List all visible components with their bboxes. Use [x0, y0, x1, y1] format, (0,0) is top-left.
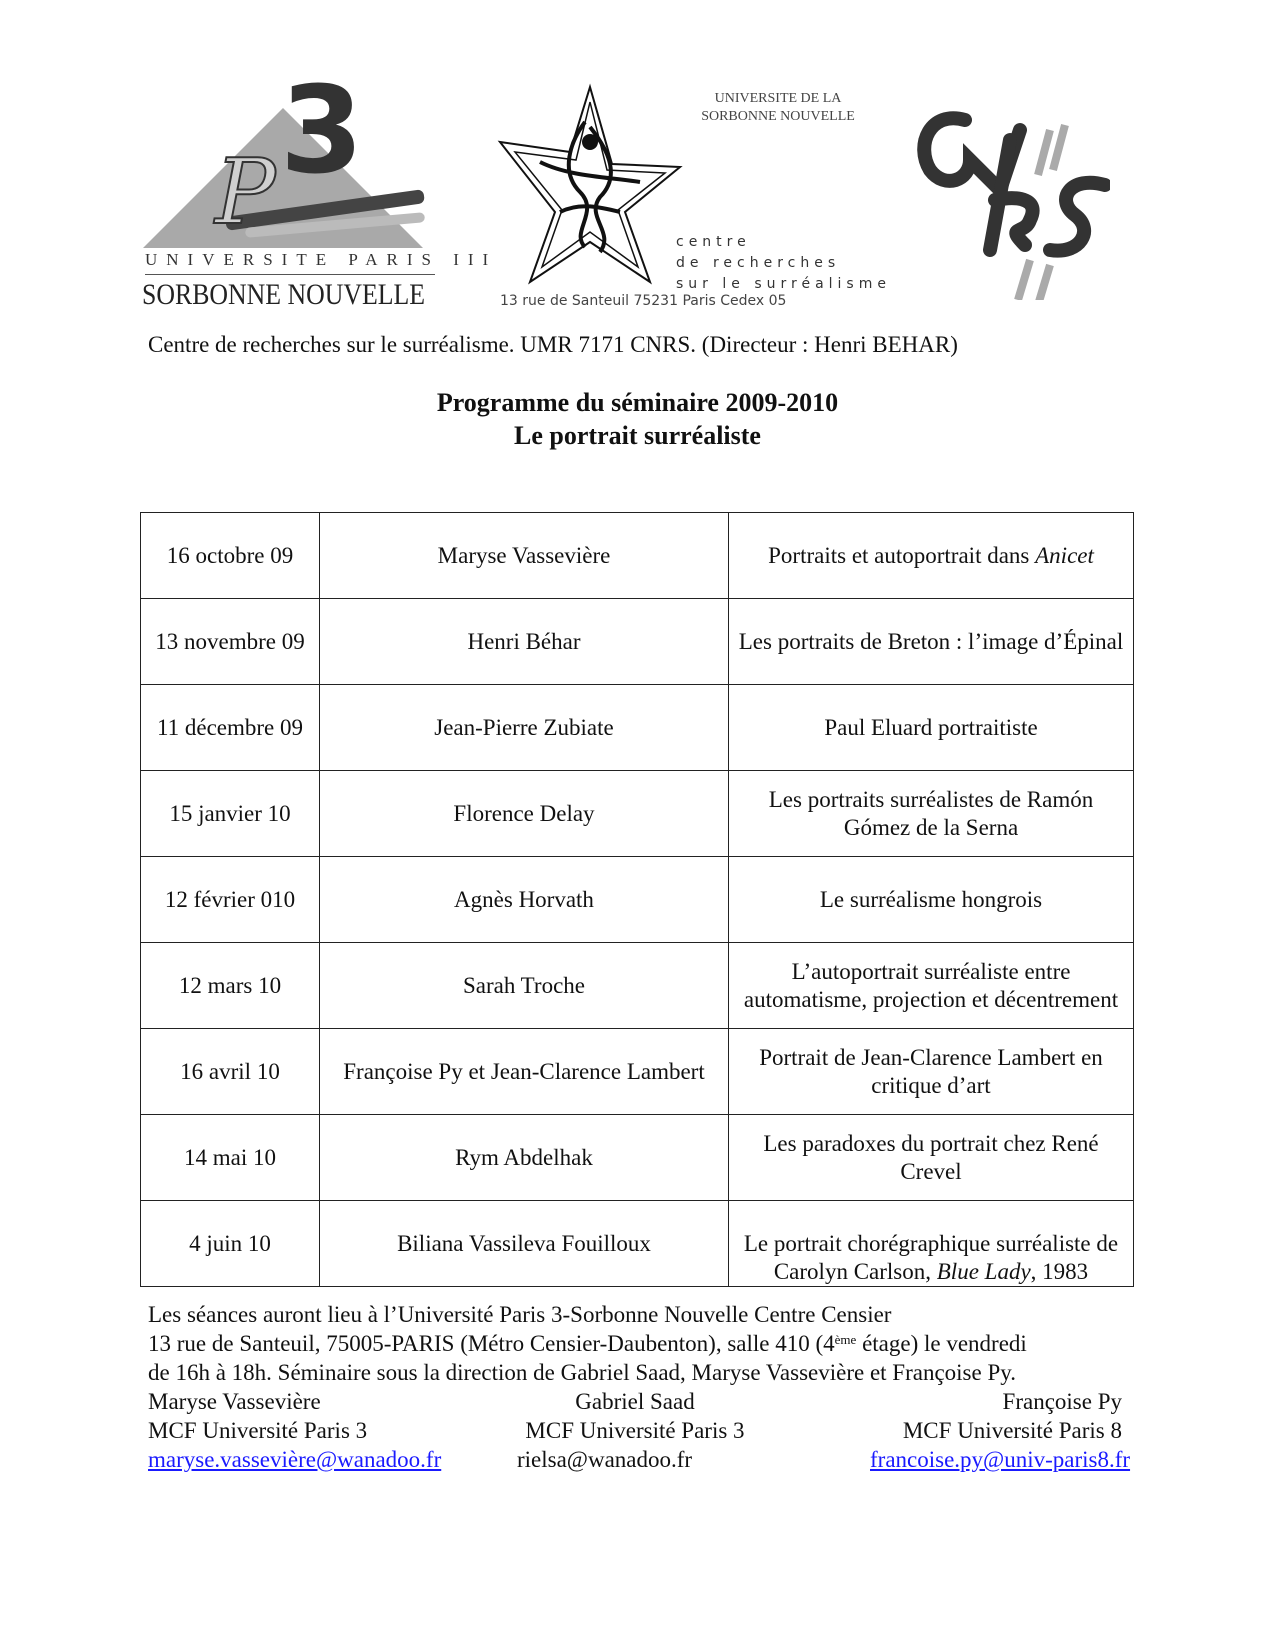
- topic-italic: Blue Lady: [936, 1259, 1031, 1284]
- university-line1: UNIVERSITE DE LA: [714, 91, 842, 106]
- table-row: [141, 857, 1134, 943]
- table-row: [141, 685, 1134, 771]
- topic-text: Paul Eluard portraitiste: [824, 714, 1038, 740]
- session-topic: [729, 1115, 1134, 1201]
- session-date: 12 mars 10: [141, 943, 320, 1029]
- session-date: 4 juin 10: [141, 1201, 320, 1287]
- session-date: 14 mai 10: [141, 1115, 320, 1201]
- session-speaker: Agnès Horvath: [320, 857, 729, 943]
- topic-after: , 1983: [1030, 1259, 1089, 1284]
- session-topic: [729, 513, 1134, 599]
- session-date: 16 octobre 09: [141, 513, 320, 599]
- paris3-logo-line2: SORBONNE NOUVELLE: [142, 278, 426, 311]
- paris3-logo-line1: UNIVERSITE PARIS III: [145, 250, 435, 275]
- table-row: [141, 1115, 1134, 1201]
- topic-text: Les paradoxes du portrait chez René Crevel: [763, 1130, 1099, 1184]
- session-date: 15 janvier 10: [141, 771, 320, 857]
- session-speaker: Maryse Vassevière: [320, 513, 729, 599]
- topic-text: L’autoportrait surréaliste entre automatisme, projection et décentrement: [743, 958, 1119, 1012]
- venue-line: Les séances auront lieu à l’Université Paris 3-Sorbonne Nouvelle Centre Censier: [148, 1302, 892, 1327]
- contact-email-link[interactable]: maryse.vassevière@wanadoo.fr: [148, 1447, 442, 1472]
- page-subtitle: Le portrait surréaliste: [514, 421, 761, 450]
- session-topic: [729, 1201, 1134, 1287]
- centre-logo-university: [678, 90, 878, 126]
- table-row: [141, 1029, 1134, 1115]
- research-centre-subheading: Centre de recherches sur le surréalisme. UMR 7171 CNRS. (Directeur : Henri BEHAR): [148, 332, 958, 357]
- session-date: 12 février 010: [141, 857, 320, 943]
- session-speaker: Françoise Py et Jean-Clarence Lambert: [320, 1029, 729, 1115]
- table-row: [141, 771, 1134, 857]
- surrealism-star-icon: [490, 82, 690, 292]
- table-row: [141, 513, 1134, 599]
- contact-py: [870, 1387, 1131, 1474]
- cnrs-logo-icon: [910, 100, 1110, 300]
- topic-text: Portraits et autoportrait dans: [768, 542, 1036, 568]
- university-line2: SORBONNE NOUVELLE: [701, 109, 855, 124]
- contact-name: Françoise Py: [1002, 1389, 1122, 1414]
- contact-role: MCF Université Paris 3: [525, 1418, 745, 1443]
- schedule-line: de 16h à 18h. Séminaire sous la direction de Gabriel Saad, Maryse Vassevière et Françoise Py.: [148, 1360, 1017, 1385]
- paris3-logo: [135, 62, 498, 311]
- seminar-programme-table: [140, 512, 1134, 1287]
- topic-text: Les portraits de Breton : l’image d’Épinal: [738, 628, 1124, 654]
- topic-text: Le surréalisme hongrois: [819, 886, 1043, 912]
- session-date: 13 novembre 09: [141, 599, 320, 685]
- session-speaker: Jean-Pierre Zubiate: [320, 685, 729, 771]
- contact-role: MCF Université Paris 3: [148, 1418, 368, 1443]
- contact-name: Gabriel Saad: [575, 1389, 695, 1414]
- topic-text: Portrait de Jean-Clarence Lambert en critique d’art: [759, 1044, 1103, 1098]
- topic-italic: Anicet: [1035, 542, 1094, 568]
- session-topic: [729, 685, 1134, 771]
- contact-saad: [515, 1387, 755, 1474]
- session-speaker: Rym Abdelhak: [320, 1115, 729, 1201]
- table-row: [141, 599, 1134, 685]
- session-topic: [729, 599, 1134, 685]
- address-line: [148, 1329, 1027, 1358]
- table-row: [141, 943, 1134, 1029]
- session-topic: [729, 1029, 1134, 1115]
- topic-text: Le portrait chorégraphique surréaliste de Carolyn Carlson,: [743, 1231, 1119, 1284]
- session-topic: [729, 943, 1134, 1029]
- centre-name-line2: de recherches: [676, 255, 841, 271]
- centre-name-line1: centre: [676, 234, 751, 250]
- centre-name-line3: sur le surréalisme: [676, 276, 891, 292]
- table-row: [141, 1201, 1134, 1287]
- session-topic: [729, 771, 1134, 857]
- session-speaker: Florence Delay: [320, 771, 729, 857]
- page-title: Programme du séminaire 2009-2010: [436, 388, 839, 417]
- session-speaker: Sarah Troche: [320, 943, 729, 1029]
- numeral-three: 3: [280, 62, 364, 201]
- floor-superscript: ème: [834, 1332, 857, 1347]
- session-date: 11 décembre 09: [141, 685, 320, 771]
- contact-vasseviere: [148, 1387, 441, 1474]
- contact-name: Maryse Vassevière: [148, 1389, 321, 1414]
- address-text-after: étage) le vendredi: [856, 1331, 1027, 1356]
- contact-role: MCF Université Paris 8: [902, 1418, 1122, 1443]
- p-glyph: P: [215, 140, 276, 245]
- session-speaker: Henri Béhar: [320, 599, 729, 685]
- contact-email-link[interactable]: francoise.py@univ-paris8.fr: [870, 1447, 1131, 1472]
- centre-logo-address: 13 rue de Santeuil 75231 Paris Cedex 05: [500, 293, 787, 309]
- address-text: 13 rue de Santeuil, 75005-PARIS (Métro Censier-Daubenton), salle 410 (4: [148, 1331, 835, 1356]
- contact-email: rielsa@wanadoo.fr: [517, 1447, 693, 1472]
- centre-logo-name: [676, 232, 891, 295]
- topic-text: Les portraits surréalistes de Ramón Gómez de la Serna: [768, 786, 1094, 840]
- session-topic: [729, 857, 1134, 943]
- session-date: 16 avril 10: [141, 1029, 320, 1115]
- session-speaker: Biliana Vassileva Fouilloux: [320, 1201, 729, 1287]
